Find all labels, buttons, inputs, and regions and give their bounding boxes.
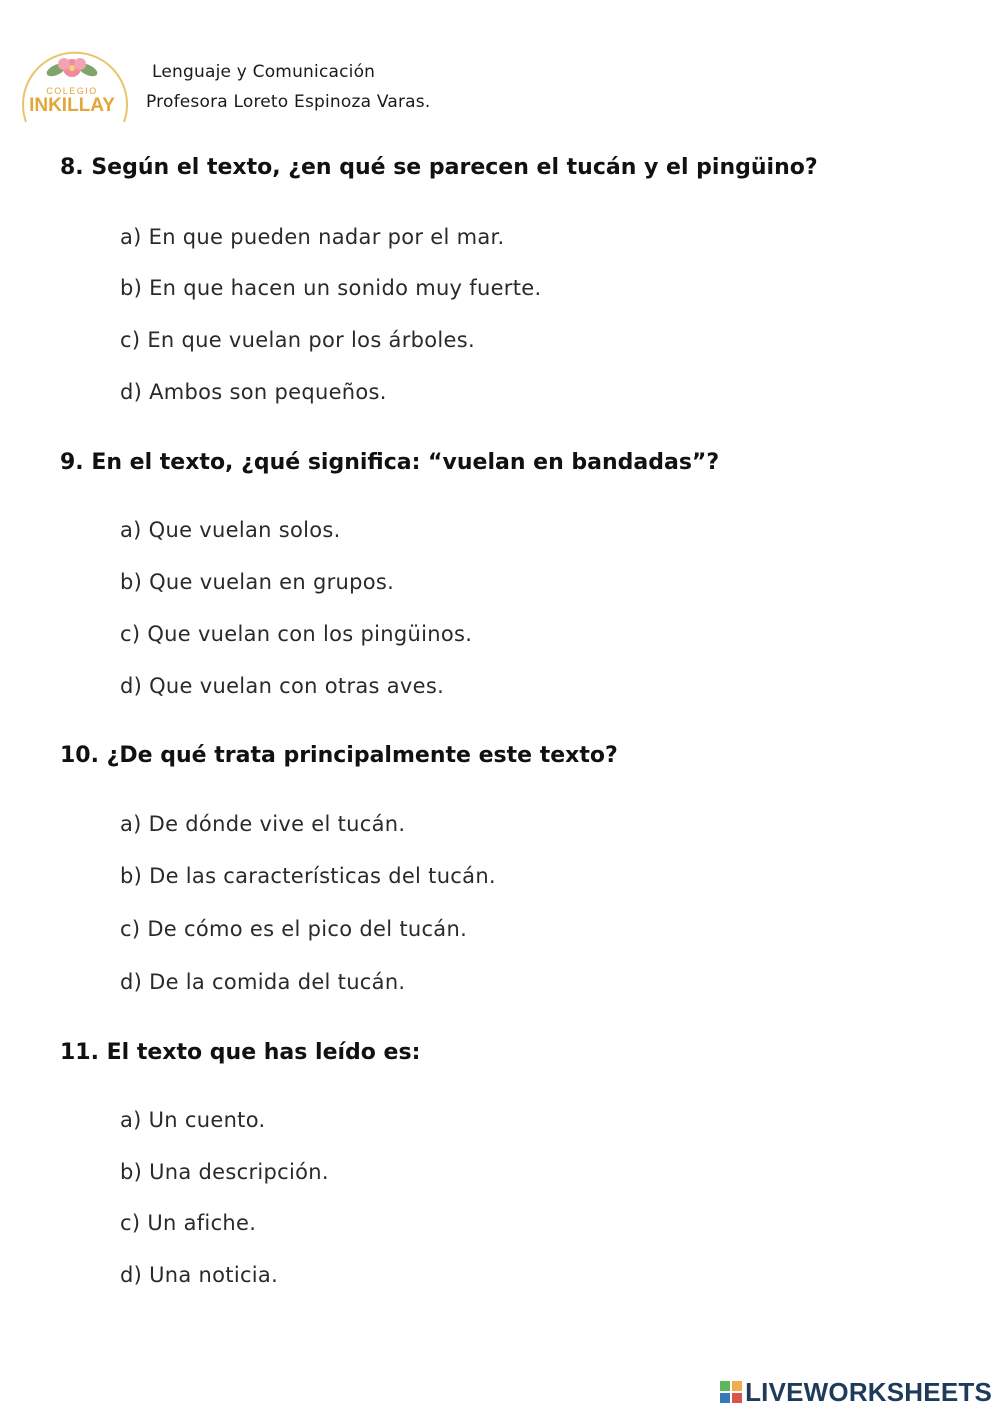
logo-small-text: COLEGIO — [46, 86, 98, 96]
question-10-option-a[interactable]: a) De dónde vive el tucán. — [120, 812, 406, 836]
question-8: 8. Según el texto, ¿en qué se parecen el tucán y el pingüino? — [60, 155, 818, 180]
logo-name: INKILLAY — [29, 95, 115, 116]
subject-title: Lenguaje y Comunicación — [152, 62, 376, 82]
question-10: 10. ¿De qué trata principalmente este texto? — [60, 743, 618, 768]
question-11-option-c[interactable]: c) Un afiche. — [120, 1211, 257, 1235]
question-9-option-c[interactable]: c) Que vuelan con los pingüinos. — [120, 622, 473, 646]
question-10-option-d[interactable]: d) De la comida del tucán. — [120, 970, 406, 994]
question-8-option-a[interactable]: a) En que pueden nadar por el mar. — [120, 225, 505, 249]
liveworksheets-footer — [720, 1375, 992, 1409]
question-9-option-a[interactable]: a) Que vuelan solos. — [120, 518, 341, 542]
question-8-option-d[interactable]: d) Ambos son pequeños. — [120, 380, 387, 404]
question-10-option-c[interactable]: c) De cómo es el pico del tucán. — [120, 917, 468, 941]
question-9-option-b[interactable]: b) Que vuelan en grupos. — [120, 570, 395, 594]
question-10-option-b[interactable]: b) De las características del tucán. — [120, 864, 496, 888]
question-9-option-d[interactable]: d) Que vuelan con otras aves. — [120, 674, 445, 698]
colegio-inkillay-logo — [12, 34, 130, 132]
liveworksheets-brand: LIVEWORKSHEETS — [745, 1376, 992, 1407]
teacher-name: Profesora Loreto Espinoza Varas. — [146, 92, 431, 112]
question-11: 11. El texto que has leído es: — [60, 1040, 421, 1065]
question-8-option-c[interactable]: c) En que vuelan por los árboles. — [120, 328, 475, 352]
question-11-option-a[interactable]: a) Un cuento. — [120, 1108, 266, 1132]
question-11-option-b[interactable]: b) Una descripción. — [120, 1160, 329, 1184]
question-9: 9. En el texto, ¿qué significa: “vuelan en bandadas”? — [60, 450, 720, 475]
question-11-option-d[interactable]: d) Una noticia. — [120, 1263, 279, 1287]
question-8-option-b[interactable]: b) En que hacen un sonido muy fuerte. — [120, 276, 542, 300]
liveworksheets-logo-icon — [720, 1381, 742, 1403]
